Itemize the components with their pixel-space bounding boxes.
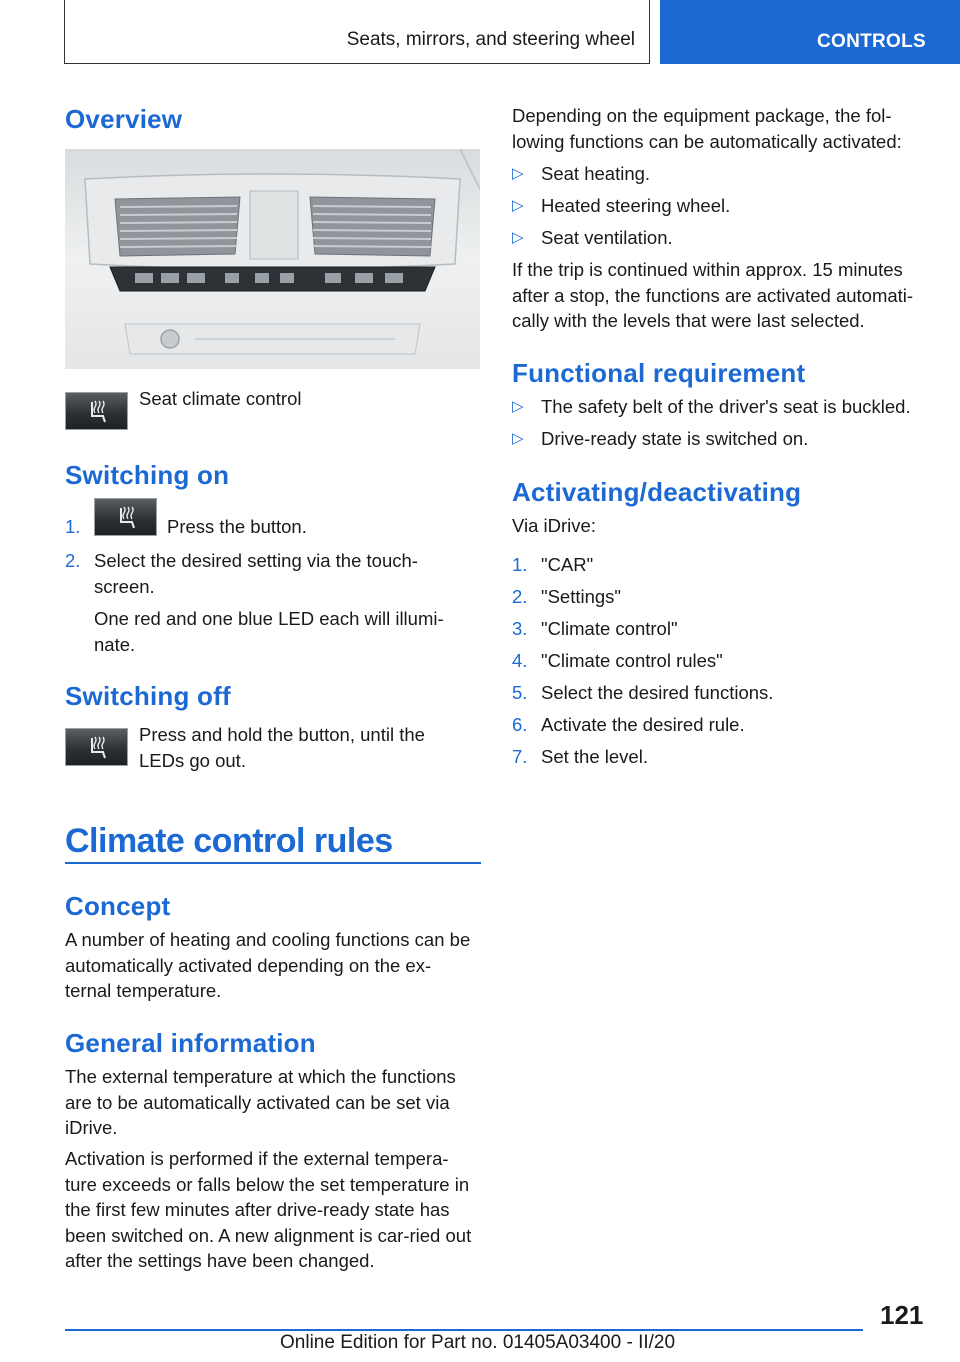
step-number: 5. <box>512 682 528 703</box>
step-text: Select the desired functions. <box>541 682 774 703</box>
switching-off-text: Press and hold the button, until the LEDs go out. <box>139 724 425 771</box>
step-text: "Settings" <box>541 586 621 607</box>
seat-climate-button-icon <box>65 392 128 430</box>
step-text: "Climate control rules" <box>541 650 723 671</box>
step-number: 2. <box>512 586 528 607</box>
seat-climate-icon <box>115 505 137 531</box>
requirement-text: The safety belt of the driver's seat is buckled. <box>541 396 911 417</box>
function-text: Heated steering wheel. <box>541 195 731 216</box>
general-text-1: The external temperature at which the functions are to be automatically activated can be set via iDrive. <box>65 1066 456 1138</box>
list-item <box>512 744 928 770</box>
list-item <box>512 225 928 251</box>
concept-heading: Concept <box>65 891 171 921</box>
page-number: 121 <box>880 1300 924 1330</box>
seat-climate-icon <box>86 735 108 761</box>
list-item <box>512 648 928 674</box>
bullet-icon: ▷ <box>512 229 524 246</box>
requirement-text: Drive-ready state is switched on. <box>541 428 809 449</box>
list-item <box>512 712 928 738</box>
bullet-icon: ▷ <box>512 197 524 214</box>
step-text: Press the button. <box>167 516 307 537</box>
icon-caption: Seat climate control <box>139 388 302 409</box>
list-item <box>65 548 481 600</box>
via-idrive-text: Via iDrive: <box>512 515 596 536</box>
running-header <box>64 0 650 64</box>
list-item <box>512 394 928 420</box>
bullet-icon: ▷ <box>512 430 524 447</box>
switching-off-heading: Switching off <box>65 681 231 711</box>
climate-control-rules-heading: Climate control rules <box>65 822 393 860</box>
step-number: 1. <box>65 516 81 537</box>
intro-text: Depending on the equipment package, the fol-lowing functions can be automatically activated: <box>512 105 902 152</box>
step-text: Set the level. <box>541 746 648 767</box>
footer-edition: Online Edition for Part no. 01405A03400 - II/20 <box>280 1332 676 1353</box>
list-item <box>512 584 928 610</box>
seat-climate-icon <box>86 399 108 425</box>
header-chapter-title: CONTROLS <box>816 31 926 52</box>
switching-on-note: One red and one blue LED each will illumi-nate. <box>94 608 444 655</box>
climate-panel-photo <box>65 149 480 369</box>
function-text: Seat heating. <box>541 163 651 184</box>
header-section-title: Seats, mirrors, and steering wheel <box>346 29 635 50</box>
step-number: 7. <box>512 746 528 767</box>
step-text: Select the desired setting via the touch-screen. <box>94 550 418 597</box>
list-item <box>512 193 928 219</box>
general-information-heading: General information <box>65 1028 316 1058</box>
step-number: 3. <box>512 618 528 639</box>
list-item <box>512 161 928 187</box>
bullet-icon: ▷ <box>512 398 524 415</box>
step-number: 2. <box>65 550 81 571</box>
list-item <box>512 426 928 452</box>
overview-heading: Overview <box>65 104 183 134</box>
general-text-2: Activation is performed if the external tempera-ture exceeds or falls below the set temperature in the first few minutes after drive-ready state has been switched on. A new alignment is car-ried out after the settings have been changed. <box>65 1148 472 1271</box>
function-text: Seat ventilation. <box>541 227 673 248</box>
list-item <box>512 616 928 642</box>
step-text: "Climate control" <box>541 618 678 639</box>
switching-on-heading: Switching on <box>65 460 230 490</box>
seat-climate-button-icon <box>94 498 157 536</box>
climate-panel-illustration <box>65 149 480 369</box>
step-number: 4. <box>512 650 528 671</box>
section-rule <box>65 862 481 864</box>
concept-text: A number of heating and cooling functions can be automatically activated depending on the ex-ternal temperature. <box>65 929 471 1001</box>
step-text: Activate the desired rule. <box>541 714 745 735</box>
list-item <box>512 552 928 578</box>
step-number: 6. <box>512 714 528 735</box>
bullet-icon: ▷ <box>512 165 524 182</box>
step-number: 1. <box>512 554 528 575</box>
functional-requirement-heading: Functional requirement <box>512 358 806 388</box>
list-item <box>512 680 928 706</box>
seat-climate-button-icon <box>65 728 128 766</box>
step-text: "CAR" <box>541 554 594 575</box>
trip-text: If the trip is continued within approx. 15 minutes after a stop, the functions are activated automati-cally with the levels that were last selected. <box>512 259 914 331</box>
activating-deactivating-heading: Activating/deactivating <box>512 477 802 507</box>
chapter-tab <box>660 0 960 64</box>
footer-rule <box>65 1329 863 1331</box>
